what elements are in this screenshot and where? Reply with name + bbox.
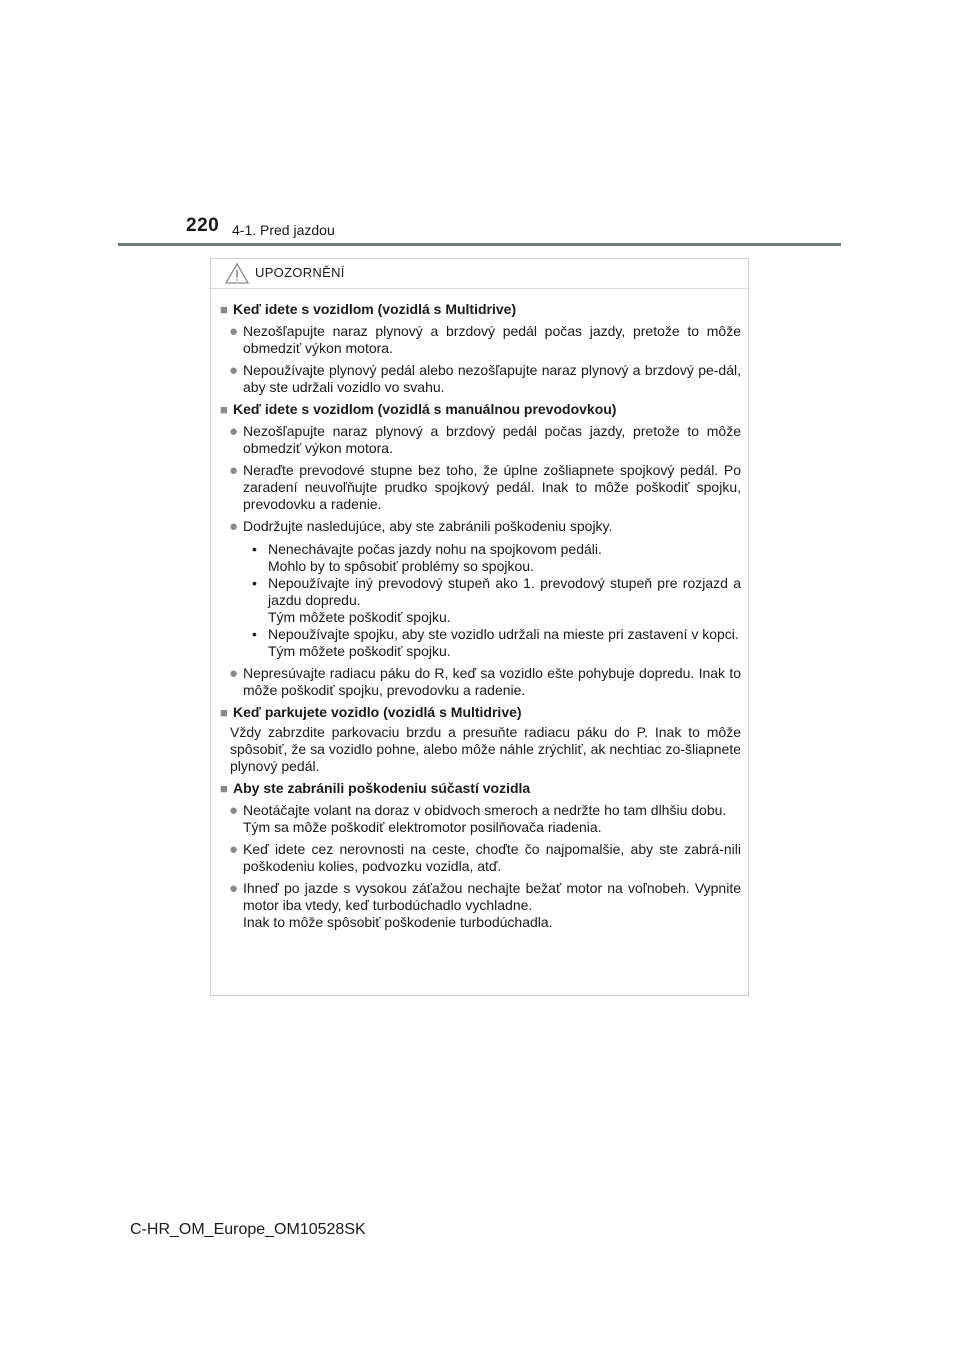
dot-bullet-icon: ●	[229, 841, 239, 858]
list-item-text: Ihneď po jazde s vysokou záťažou nechajte bežať motor na voľnobeh. Vypnite motor iba vtedy, keď turbodúchadlo vychladne.	[243, 880, 741, 913]
section-heading-text: Keď idete s vozidlom (vozidlá s manuálnou prevodovkou)	[233, 401, 617, 417]
dot-bullet-icon: ●	[229, 518, 239, 535]
list-item	[220, 423, 741, 457]
warning-body	[211, 289, 748, 931]
list-item	[220, 323, 741, 357]
warning-box	[210, 258, 749, 996]
list-item-text: Nepresúvajte radiacu páku do R, keď sa vozidlo ešte pohybuje dopredu. Inak to môže poškodiť spojku, prevodovku a radenie.	[243, 665, 741, 698]
list-item	[220, 841, 741, 875]
warning-header	[211, 259, 748, 289]
square-bullet-icon: ■	[220, 402, 228, 417]
sub-list-item	[252, 575, 741, 626]
section-paragraph: Vždy zabrzdite parkovaciu brzdu a presuňte radiacu páku do P. Inak to môže spôsobiť, že sa vozidlo pohne, alebo môže náhle zrýchliť, ak nechtiac zo-šliapnete plynový pedál.	[230, 724, 741, 774]
list-item-text: Neotáčajte volant na doraz v obidvoch smeroch a nedržte ho tam dlhšiu dobu.	[243, 802, 727, 818]
sub-list-item	[252, 626, 741, 660]
warning-label: UPOZORNĚNÍ	[255, 265, 345, 280]
list-item	[220, 802, 741, 836]
section-heading	[220, 301, 741, 318]
dot-bullet-icon: ●	[229, 462, 239, 479]
square-bullet-icon: ■	[220, 781, 228, 796]
sub-bullet-icon: •	[252, 575, 257, 591]
sub-bullet-icon: •	[252, 541, 257, 557]
sub-list-item-text: Nenechávajte počas jazdy nohu na spojkovom pedáli.	[268, 541, 602, 557]
section-heading-text: Keď idete s vozidlom (vozidlá s Multidrive)	[233, 301, 517, 317]
document-id: C-HR_OM_Europe_OM10528SK	[130, 1221, 366, 1238]
sub-list-item-note: Tým môžete poškodiť spojku.	[268, 643, 451, 659]
section-heading-text: Aby ste zabránili poškodeniu súčastí vozidla	[233, 780, 531, 796]
section-title: 4-1. Pred jazdou	[232, 222, 335, 238]
list-item	[220, 665, 741, 699]
header-rule	[118, 243, 841, 246]
sub-list-item-text: Nepoužívajte iný prevodový stupeň ako 1. prevodový stupeň pre rozjazd a jazdu dopredu.	[268, 575, 741, 608]
square-bullet-icon: ■	[220, 705, 228, 720]
list-item	[220, 518, 741, 535]
dot-bullet-icon: ●	[229, 362, 239, 379]
list-item-text: Keď idete cez nerovnosti na ceste, choďte čo najpomalšie, aby ste zabrá-nili poškodeniu kolies, podvozku vozidla, atď.	[243, 841, 741, 874]
section-heading	[220, 704, 741, 721]
section-heading	[220, 780, 741, 797]
list-item-note: Inak to môže spôsobiť poškodenie turbodúchadla.	[243, 914, 553, 930]
list-item	[220, 880, 741, 931]
sub-list	[220, 541, 741, 660]
warning-triangle-icon	[225, 263, 249, 284]
list-item-note: Tým sa môže poškodiť elektromotor posilňovača riadenia.	[243, 819, 602, 835]
sub-list-item	[252, 541, 741, 575]
page-number: 220	[186, 215, 220, 236]
section-heading-text: Keď parkujete vozidlo (vozidlá s Multidrive)	[233, 704, 522, 720]
section-heading	[220, 401, 741, 418]
dot-bullet-icon: ●	[229, 323, 239, 340]
list-item-text: Dodržujte nasledujúce, aby ste zabránili poškodeniu spojky.	[243, 518, 613, 534]
list-item	[220, 462, 741, 513]
sub-list-item-note: Tým môžete poškodiť spojku.	[268, 609, 451, 625]
sub-list-item-note: Mohlo by to spôsobiť problémy so spojkou.	[268, 558, 534, 574]
list-item-text: Nepoužívajte plynový pedál alebo nezošľapujte naraz plynový a brzdový pe-dál, aby ste udržali vozidlo vo svahu.	[243, 362, 741, 395]
sub-list-item-text: Nepoužívajte spojku, aby ste vozidlo udržali na mieste pri zastavení v kopci.	[268, 626, 739, 642]
dot-bullet-icon: ●	[229, 665, 239, 682]
list-item-text: Neraďte prevodové stupne bez toho, že úplne zošliapnete spojkový pedál. Po zaradení neuvoľňujte prudko spojkový pedál. Inak to môže poškodiť spojku, prevodovku a radenie.	[243, 462, 741, 512]
dot-bullet-icon: ●	[229, 880, 239, 897]
sub-bullet-icon: •	[252, 626, 257, 642]
dot-bullet-icon: ●	[229, 802, 239, 819]
square-bullet-icon: ■	[220, 302, 228, 317]
list-item-text: Nezošľapujte naraz plynový a brzdový pedál počas jazdy, pretože to môže obmedziť výkon motora.	[243, 323, 741, 356]
dot-bullet-icon: ●	[229, 423, 239, 440]
list-item-text: Nezošľapujte naraz plynový a brzdový pedál počas jazdy, pretože to môže obmedziť výkon motora.	[243, 423, 741, 456]
list-item	[220, 362, 741, 396]
